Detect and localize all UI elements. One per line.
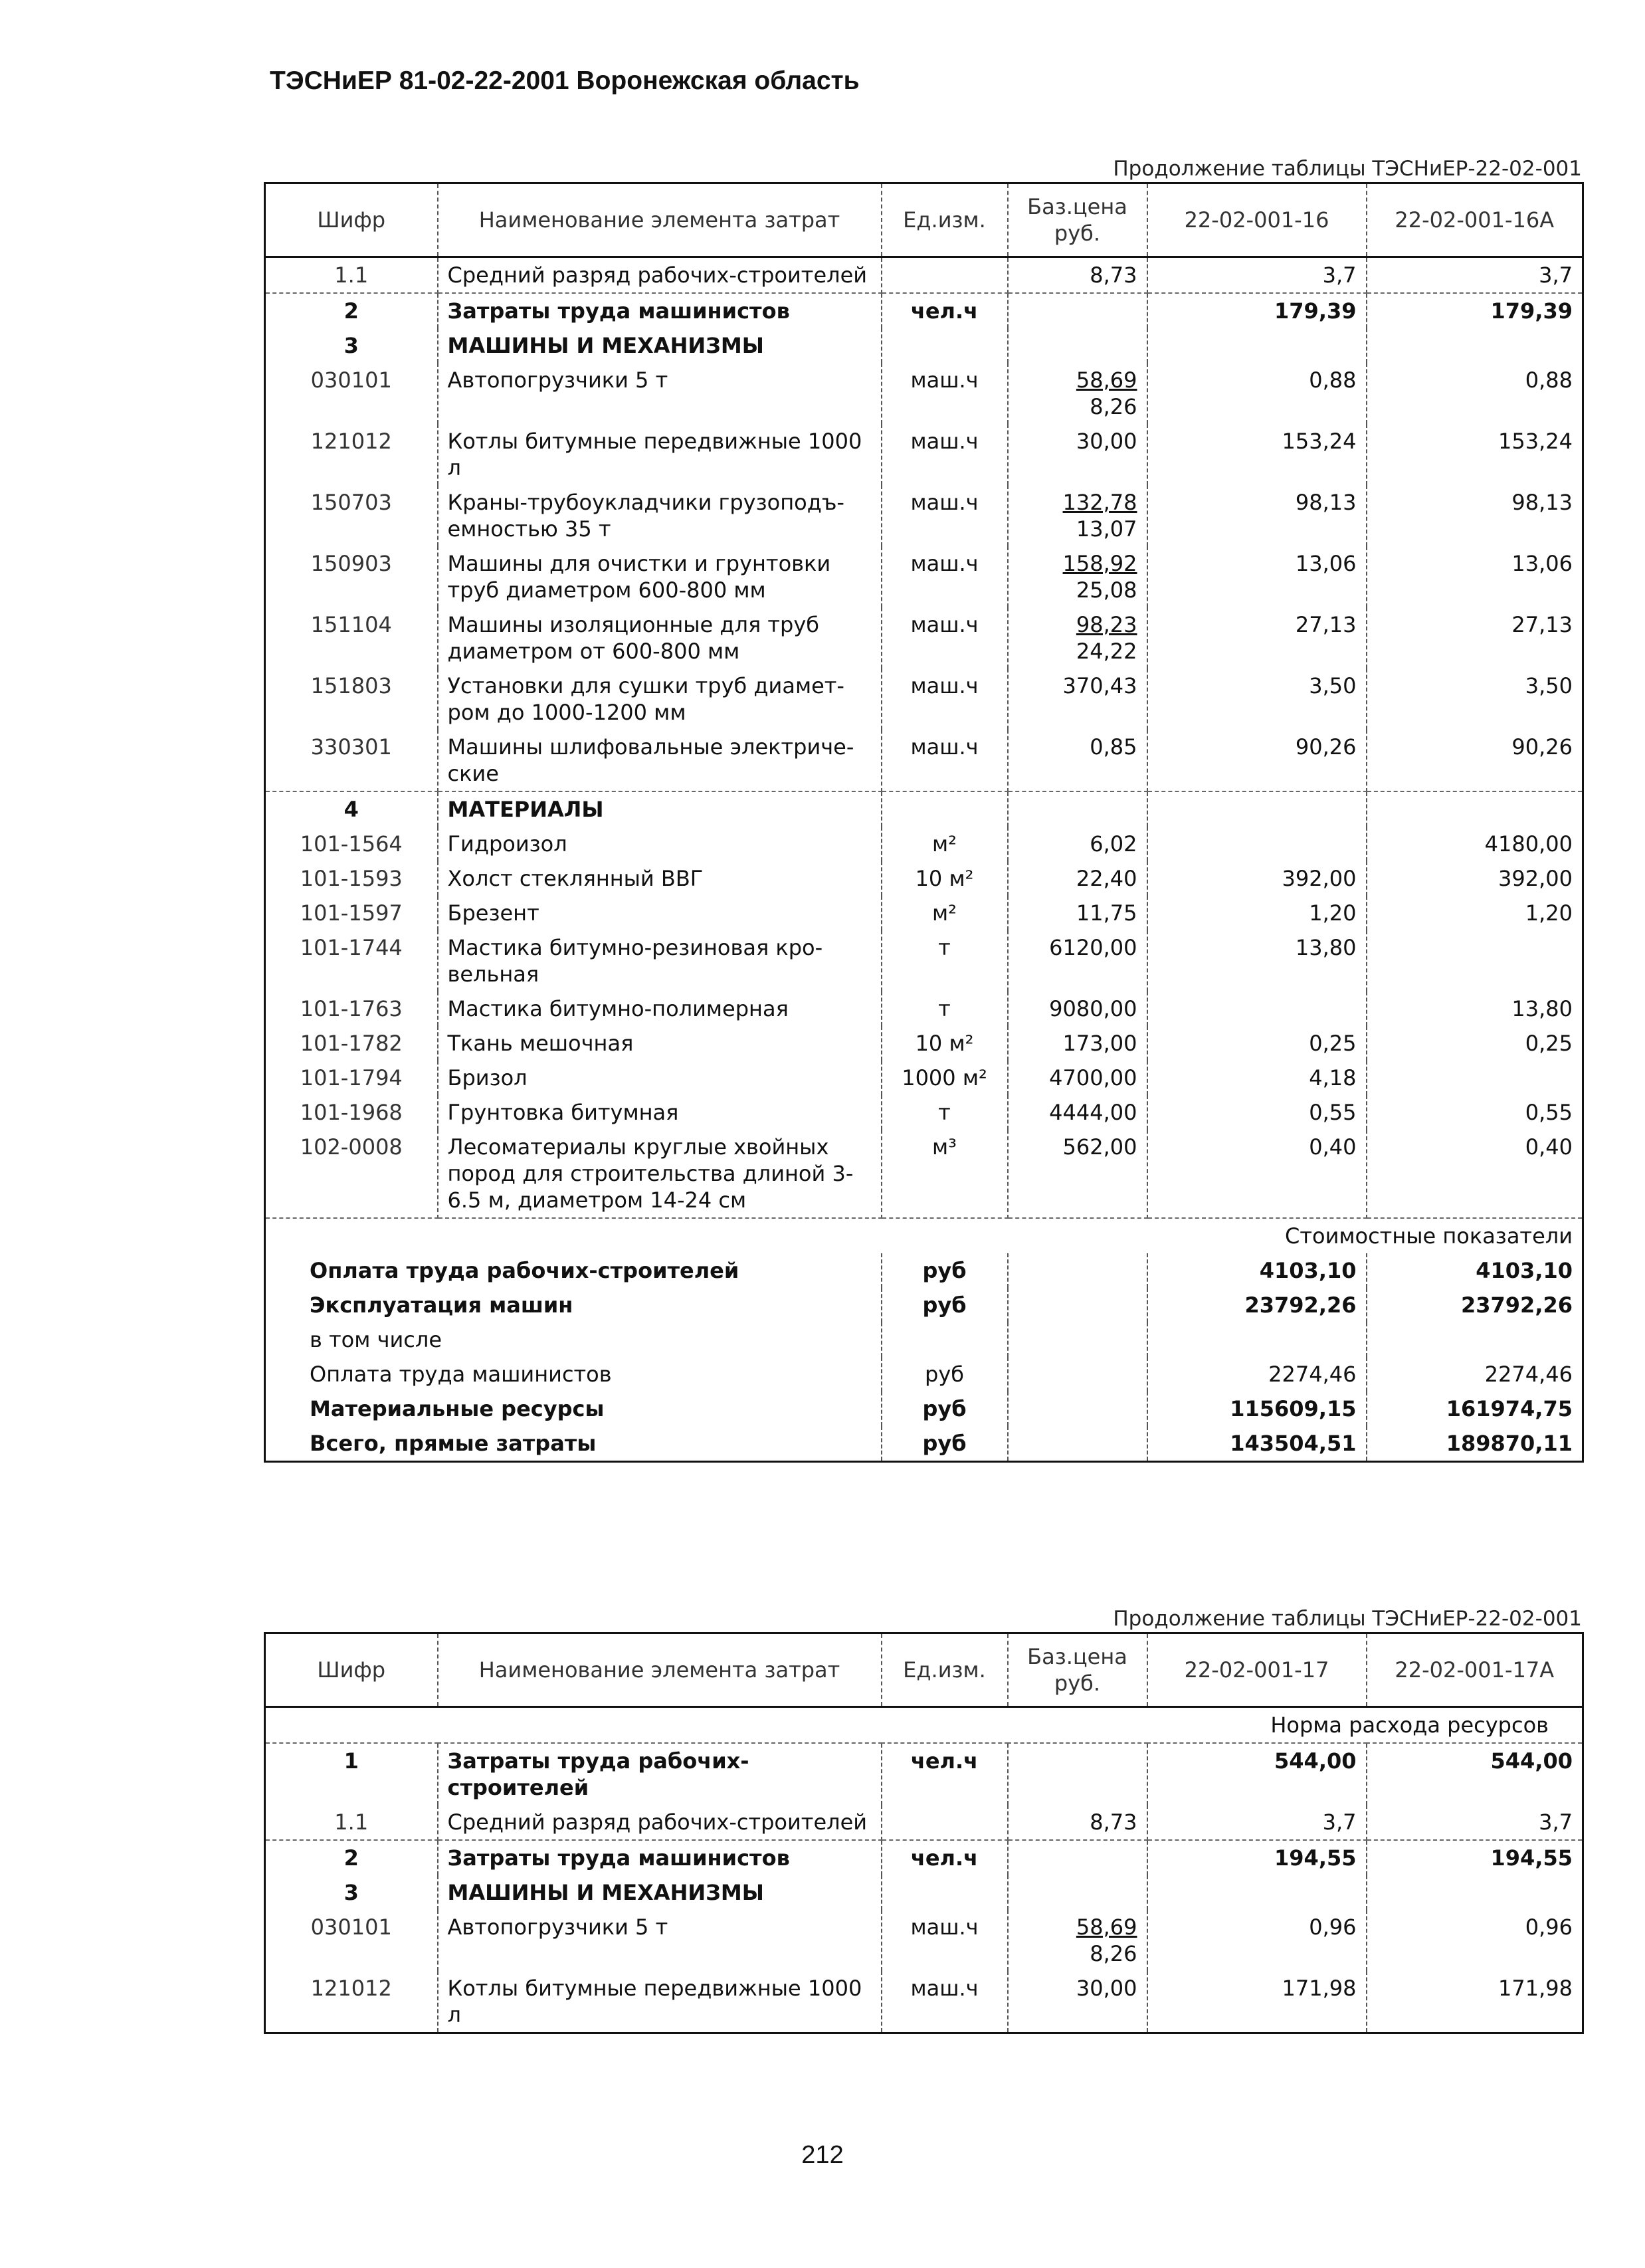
summary-label: в том числе bbox=[265, 1322, 882, 1357]
table-row bbox=[265, 546, 1583, 607]
row-code: 101-1597 bbox=[265, 896, 438, 930]
table-row bbox=[265, 991, 1583, 1026]
table-row bbox=[265, 328, 1583, 363]
row-price bbox=[1008, 991, 1147, 1026]
row-price bbox=[1008, 896, 1147, 930]
summary-unit: руб bbox=[882, 1392, 1008, 1426]
table2-body bbox=[265, 1707, 1583, 2033]
row-price-value: 6,02 bbox=[1090, 831, 1137, 857]
row-code: 101-1763 bbox=[265, 991, 438, 1026]
row-name: МАТЕРИАЛЫ bbox=[438, 791, 882, 827]
table-row bbox=[265, 1840, 1583, 1875]
summary-value-1: 143504,51 bbox=[1147, 1426, 1367, 1462]
row-unit: маш.ч bbox=[882, 669, 1008, 730]
row-code: 1.1 bbox=[265, 1805, 438, 1840]
row-price bbox=[1008, 1743, 1147, 1805]
row-name: Краны-трубоукладчики грузоподъ-емностью 35 т bbox=[438, 485, 882, 546]
row-value-1: 153,24 bbox=[1147, 424, 1367, 485]
summary-row bbox=[265, 1288, 1583, 1322]
row-unit: маш.ч bbox=[882, 730, 1008, 791]
row-code: 101-1782 bbox=[265, 1026, 438, 1061]
row-unit: 1000 м² bbox=[882, 1061, 1008, 1095]
row-name: Брезент bbox=[438, 896, 882, 930]
summary-row bbox=[265, 1392, 1583, 1426]
row-price-machinist: 8,26 bbox=[1090, 394, 1137, 419]
row-price-value: 0,85 bbox=[1090, 734, 1137, 760]
row-price bbox=[1008, 1910, 1147, 1971]
table-row bbox=[265, 257, 1583, 294]
row-value-2: 544,00 bbox=[1367, 1743, 1583, 1805]
row-value-2: 179,39 bbox=[1367, 293, 1583, 328]
row-unit: чел.ч bbox=[882, 1743, 1008, 1805]
table-row bbox=[265, 1095, 1583, 1130]
row-price bbox=[1008, 1130, 1147, 1218]
table-row bbox=[265, 930, 1583, 991]
row-price bbox=[1008, 424, 1147, 485]
row-value-2: 3,7 bbox=[1367, 1805, 1583, 1840]
row-unit: 10 м² bbox=[882, 1026, 1008, 1061]
norm-label: Норма расхода ресурсов bbox=[265, 1707, 1583, 1744]
summary-label: Оплата труда машинистов bbox=[265, 1357, 882, 1392]
row-name: Мастика битумно-полимерная bbox=[438, 991, 882, 1026]
row-price-value: 11,75 bbox=[1076, 900, 1137, 926]
summary-empty bbox=[1008, 1357, 1147, 1392]
summary-value-2 bbox=[1367, 1322, 1583, 1357]
col-header-price: Баз.цена руб. bbox=[1008, 1633, 1147, 1707]
row-price bbox=[1008, 328, 1147, 363]
row-unit: маш.ч bbox=[882, 1910, 1008, 1971]
row-code: 3 bbox=[265, 328, 438, 363]
row-code: 102-0008 bbox=[265, 1130, 438, 1218]
table-row bbox=[265, 669, 1583, 730]
row-price bbox=[1008, 1840, 1147, 1875]
row-value-2: 1,20 bbox=[1367, 896, 1583, 930]
summary-empty bbox=[1008, 1288, 1147, 1322]
row-price bbox=[1008, 1026, 1147, 1061]
row-code: 151104 bbox=[265, 607, 438, 669]
row-unit: маш.ч bbox=[882, 485, 1008, 546]
row-name: Ткань мешочная bbox=[438, 1026, 882, 1061]
summary-row bbox=[265, 1253, 1583, 1288]
row-value-1: 1,20 bbox=[1147, 896, 1367, 930]
row-code: 101-1794 bbox=[265, 1061, 438, 1095]
table1-header-row bbox=[265, 183, 1583, 257]
table1-summary bbox=[265, 1218, 1583, 1462]
row-unit: м³ bbox=[882, 1130, 1008, 1218]
row-price bbox=[1008, 1875, 1147, 1910]
row-price-value: 22,40 bbox=[1076, 866, 1137, 891]
estimate-table-1 bbox=[264, 182, 1584, 1463]
row-unit: 10 м² bbox=[882, 861, 1008, 896]
row-code: 150903 bbox=[265, 546, 438, 607]
col-header-name: Наименование элемента затрат bbox=[438, 183, 882, 257]
row-code: 030101 bbox=[265, 363, 438, 424]
row-code: 330301 bbox=[265, 730, 438, 791]
row-unit: м² bbox=[882, 896, 1008, 930]
row-code: 151803 bbox=[265, 669, 438, 730]
row-value-2 bbox=[1367, 930, 1583, 991]
row-unit bbox=[882, 257, 1008, 294]
row-unit: маш.ч bbox=[882, 607, 1008, 669]
row-code: 3 bbox=[265, 1875, 438, 1910]
row-value-1 bbox=[1147, 827, 1367, 861]
row-price-value: 4700,00 bbox=[1049, 1065, 1137, 1090]
row-value-1: 98,13 bbox=[1147, 485, 1367, 546]
table-row bbox=[265, 730, 1583, 791]
row-code: 101-1744 bbox=[265, 930, 438, 991]
row-price-value: 6120,00 bbox=[1049, 935, 1137, 960]
table-row bbox=[265, 1026, 1583, 1061]
row-price bbox=[1008, 730, 1147, 791]
table-row bbox=[265, 1910, 1583, 1971]
row-price-value: 8,73 bbox=[1090, 1809, 1137, 1835]
table2-caption: Продолжение таблицы ТЭСНиЕР-22-02-001 bbox=[1113, 1607, 1582, 1631]
row-name: Автопогрузчики 5 т bbox=[438, 1910, 882, 1971]
row-value-1 bbox=[1147, 328, 1367, 363]
col-header-variant-2: 22-02-001-17А bbox=[1367, 1633, 1583, 1707]
row-code: 101-1593 bbox=[265, 861, 438, 896]
page-number: 212 bbox=[801, 2141, 844, 2169]
row-code: 1 bbox=[265, 1743, 438, 1805]
row-value-2: 194,55 bbox=[1367, 1840, 1583, 1875]
row-price bbox=[1008, 669, 1147, 730]
table-row bbox=[265, 896, 1583, 930]
row-unit bbox=[882, 1805, 1008, 1840]
row-price bbox=[1008, 546, 1147, 607]
col-header-unit: Ед.изм. bbox=[882, 183, 1008, 257]
summary-unit: руб bbox=[882, 1288, 1008, 1322]
summary-value-2: 2274,46 bbox=[1367, 1357, 1583, 1392]
row-value-1: 392,00 bbox=[1147, 861, 1367, 896]
row-price-value: 58,69 bbox=[1076, 367, 1137, 393]
summary-value-2: 189870,11 bbox=[1367, 1426, 1583, 1462]
col-header-unit: Ед.изм. bbox=[882, 1633, 1008, 1707]
row-value-1: 13,06 bbox=[1147, 546, 1367, 607]
row-price bbox=[1008, 293, 1147, 328]
row-name: Средний разряд рабочих-строителей bbox=[438, 257, 882, 294]
row-price bbox=[1008, 607, 1147, 669]
row-unit: маш.ч bbox=[882, 546, 1008, 607]
row-code: 101-1968 bbox=[265, 1095, 438, 1130]
document-title: ТЭСНиЕР 81-02-22-2001 Воронежская область bbox=[270, 66, 860, 95]
row-unit bbox=[882, 791, 1008, 827]
row-value-2: 0,25 bbox=[1367, 1026, 1583, 1061]
row-value-2: 27,13 bbox=[1367, 607, 1583, 669]
row-value-1: 0,88 bbox=[1147, 363, 1367, 424]
row-price bbox=[1008, 930, 1147, 991]
row-price-value: 158,92 bbox=[1062, 551, 1137, 576]
row-unit: чел.ч bbox=[882, 1840, 1008, 1875]
norm-label-row bbox=[265, 1707, 1583, 1744]
row-price-value: 562,00 bbox=[1062, 1134, 1137, 1160]
table2-header-row bbox=[265, 1633, 1583, 1707]
row-name: Бризол bbox=[438, 1061, 882, 1095]
row-name: Котлы битумные передвижные 1000 л bbox=[438, 1971, 882, 2033]
row-price-value: 98,23 bbox=[1076, 612, 1137, 637]
summary-value-1: 23792,26 bbox=[1147, 1288, 1367, 1322]
row-value-1: 90,26 bbox=[1147, 730, 1367, 791]
row-value-2: 0,55 bbox=[1367, 1095, 1583, 1130]
row-value-2 bbox=[1367, 1061, 1583, 1095]
summary-row bbox=[265, 1426, 1583, 1462]
row-value-2: 3,50 bbox=[1367, 669, 1583, 730]
row-value-1: 13,80 bbox=[1147, 930, 1367, 991]
row-code: 121012 bbox=[265, 424, 438, 485]
col-header-code: Шифр bbox=[265, 1633, 438, 1707]
summary-label: Всего, прямые затраты bbox=[265, 1426, 882, 1462]
row-price-value: 132,78 bbox=[1062, 490, 1137, 515]
row-unit bbox=[882, 328, 1008, 363]
row-name: Котлы битумные передвижные 1000 л bbox=[438, 424, 882, 485]
row-name: МАШИНЫ И МЕХАНИЗМЫ bbox=[438, 1875, 882, 1910]
row-code: 121012 bbox=[265, 1971, 438, 2033]
row-value-2: 0,88 bbox=[1367, 363, 1583, 424]
row-price bbox=[1008, 1095, 1147, 1130]
row-value-1: 544,00 bbox=[1147, 1743, 1367, 1805]
row-unit: т bbox=[882, 1095, 1008, 1130]
summary-empty bbox=[1008, 1253, 1147, 1288]
row-price-machinist: 8,26 bbox=[1090, 1941, 1137, 1966]
table-row bbox=[265, 1130, 1583, 1218]
row-unit: чел.ч bbox=[882, 293, 1008, 328]
row-price bbox=[1008, 861, 1147, 896]
row-price bbox=[1008, 791, 1147, 827]
row-unit: маш.ч bbox=[882, 424, 1008, 485]
row-name: Средний разряд рабочих-строителей bbox=[438, 1805, 882, 1840]
table-row bbox=[265, 363, 1583, 424]
row-price-value: 9080,00 bbox=[1049, 996, 1137, 1021]
table-row bbox=[265, 1061, 1583, 1095]
row-name: Лесоматериалы круглые хвойных пород для строительства длиной 3-6.5 м, диаметром 14-24 см bbox=[438, 1130, 882, 1218]
row-value-2: 0,96 bbox=[1367, 1910, 1583, 1971]
row-unit: маш.ч bbox=[882, 1971, 1008, 2033]
row-unit bbox=[882, 1875, 1008, 1910]
summary-label: Эксплуатация машин bbox=[265, 1288, 882, 1322]
table-row bbox=[265, 861, 1583, 896]
table1-body bbox=[265, 257, 1583, 1219]
table-row bbox=[265, 424, 1583, 485]
row-value-2: 13,06 bbox=[1367, 546, 1583, 607]
row-name: Машины изоляционные для труб диаметром от 600-800 мм bbox=[438, 607, 882, 669]
row-price bbox=[1008, 827, 1147, 861]
row-price-value: 58,69 bbox=[1076, 1914, 1137, 1940]
row-name: Холст стеклянный ВВГ bbox=[438, 861, 882, 896]
summary-value-1 bbox=[1147, 1322, 1367, 1357]
row-value-2: 4180,00 bbox=[1367, 827, 1583, 861]
row-code: 150703 bbox=[265, 485, 438, 546]
cost-indicators-row bbox=[265, 1218, 1583, 1253]
cost-indicators-label: Стоимостные показатели bbox=[265, 1218, 1583, 1253]
row-value-1 bbox=[1147, 791, 1367, 827]
row-price-machinist: 24,22 bbox=[1076, 639, 1137, 664]
col-header-name: Наименование элемента затрат bbox=[438, 1633, 882, 1707]
row-value-1: 179,39 bbox=[1147, 293, 1367, 328]
row-unit: маш.ч bbox=[882, 363, 1008, 424]
row-code: 4 bbox=[265, 791, 438, 827]
col-header-variant-1: 22-02-001-16 bbox=[1147, 183, 1367, 257]
row-value-2: 98,13 bbox=[1367, 485, 1583, 546]
row-price bbox=[1008, 1805, 1147, 1840]
row-value-2 bbox=[1367, 328, 1583, 363]
row-value-2: 392,00 bbox=[1367, 861, 1583, 896]
table-row bbox=[265, 1875, 1583, 1910]
row-value-2: 153,24 bbox=[1367, 424, 1583, 485]
row-price bbox=[1008, 1061, 1147, 1095]
row-value-1: 171,98 bbox=[1147, 1971, 1367, 2033]
row-name: Автопогрузчики 5 т bbox=[438, 363, 882, 424]
row-price-machinist: 13,07 bbox=[1076, 516, 1137, 542]
row-price bbox=[1008, 485, 1147, 546]
table-row bbox=[265, 1805, 1583, 1840]
summary-unit: руб bbox=[882, 1357, 1008, 1392]
table1-caption: Продолжение таблицы ТЭСНиЕР-22-02-001 bbox=[1113, 157, 1582, 181]
row-value-2 bbox=[1367, 1875, 1583, 1910]
row-value-1: 3,50 bbox=[1147, 669, 1367, 730]
row-price-value: 30,00 bbox=[1076, 1976, 1137, 2001]
table-row bbox=[265, 791, 1583, 827]
row-value-2: 0,40 bbox=[1367, 1130, 1583, 1218]
row-value-1: 27,13 bbox=[1147, 607, 1367, 669]
summary-row bbox=[265, 1322, 1583, 1357]
row-price-value: 8,73 bbox=[1090, 262, 1137, 288]
row-price bbox=[1008, 1971, 1147, 2033]
row-name: Установки для сушки труб диамет-ром до 1000-1200 мм bbox=[438, 669, 882, 730]
row-name: Машины для очистки и грунтовки труб диаметром 600-800 мм bbox=[438, 546, 882, 607]
row-name: Мастика битумно-резиновая кро-вельная bbox=[438, 930, 882, 991]
table-row bbox=[265, 293, 1583, 328]
summary-value-2: 23792,26 bbox=[1367, 1288, 1583, 1322]
row-value-1: 3,7 bbox=[1147, 257, 1367, 294]
row-value-2 bbox=[1367, 791, 1583, 827]
row-name: Затраты труда машинистов bbox=[438, 293, 882, 328]
summary-empty bbox=[1008, 1322, 1147, 1357]
summary-value-1: 115609,15 bbox=[1147, 1392, 1367, 1426]
row-name: Грунтовка битумная bbox=[438, 1095, 882, 1130]
row-value-1 bbox=[1147, 991, 1367, 1026]
row-code: 030101 bbox=[265, 1910, 438, 1971]
row-price bbox=[1008, 257, 1147, 294]
row-code: 1.1 bbox=[265, 257, 438, 294]
summary-value-2: 4103,10 bbox=[1367, 1253, 1583, 1288]
row-value-1: 194,55 bbox=[1147, 1840, 1367, 1875]
table-row bbox=[265, 827, 1583, 861]
col-header-variant-1: 22-02-001-17 bbox=[1147, 1633, 1367, 1707]
row-value-2: 90,26 bbox=[1367, 730, 1583, 791]
summary-unit: руб bbox=[882, 1426, 1008, 1462]
summary-row bbox=[265, 1357, 1583, 1392]
row-code: 2 bbox=[265, 293, 438, 328]
row-unit: т bbox=[882, 991, 1008, 1026]
row-value-2: 171,98 bbox=[1367, 1971, 1583, 2033]
table-row bbox=[265, 1971, 1583, 2033]
row-price-value: 173,00 bbox=[1062, 1031, 1137, 1056]
summary-empty bbox=[1008, 1392, 1147, 1426]
summary-label: Оплата труда рабочих-строителей bbox=[265, 1253, 882, 1288]
table-row bbox=[265, 607, 1583, 669]
summary-value-1: 2274,46 bbox=[1147, 1357, 1367, 1392]
row-price-value: 4444,00 bbox=[1049, 1100, 1137, 1125]
summary-value-1: 4103,10 bbox=[1147, 1253, 1367, 1288]
table-row bbox=[265, 1743, 1583, 1805]
table-row bbox=[265, 485, 1583, 546]
row-price-machinist: 25,08 bbox=[1076, 577, 1137, 603]
row-value-1: 0,40 bbox=[1147, 1130, 1367, 1218]
row-price bbox=[1008, 363, 1147, 424]
summary-label: Материальные ресурсы bbox=[265, 1392, 882, 1426]
col-header-price: Баз.цена руб. bbox=[1008, 183, 1147, 257]
summary-unit: руб bbox=[882, 1253, 1008, 1288]
row-price-value: 30,00 bbox=[1076, 429, 1137, 454]
row-code: 2 bbox=[265, 1840, 438, 1875]
row-unit: м² bbox=[882, 827, 1008, 861]
row-value-1: 4,18 bbox=[1147, 1061, 1367, 1095]
row-value-1 bbox=[1147, 1875, 1367, 1910]
row-name: Гидроизол bbox=[438, 827, 882, 861]
summary-value-2: 161974,75 bbox=[1367, 1392, 1583, 1426]
row-value-1: 3,7 bbox=[1147, 1805, 1367, 1840]
row-price-value: 370,43 bbox=[1062, 673, 1137, 698]
row-unit: т bbox=[882, 930, 1008, 991]
row-value-2: 13,80 bbox=[1367, 991, 1583, 1026]
row-name: Затраты труда рабочих-строителей bbox=[438, 1743, 882, 1805]
row-value-2: 3,7 bbox=[1367, 257, 1583, 294]
row-name: МАШИНЫ И МЕХАНИЗМЫ bbox=[438, 328, 882, 363]
row-code: 101-1564 bbox=[265, 827, 438, 861]
col-header-variant-2: 22-02-001-16А bbox=[1367, 183, 1583, 257]
summary-empty bbox=[1008, 1426, 1147, 1462]
col-header-code: Шифр bbox=[265, 183, 438, 257]
estimate-table-2 bbox=[264, 1632, 1584, 2034]
row-value-1: 0,25 bbox=[1147, 1026, 1367, 1061]
summary-unit bbox=[882, 1322, 1008, 1357]
row-name: Затраты труда машинистов bbox=[438, 1840, 882, 1875]
row-name: Машины шлифовальные электриче-ские bbox=[438, 730, 882, 791]
row-value-1: 0,96 bbox=[1147, 1910, 1367, 1971]
row-value-1: 0,55 bbox=[1147, 1095, 1367, 1130]
